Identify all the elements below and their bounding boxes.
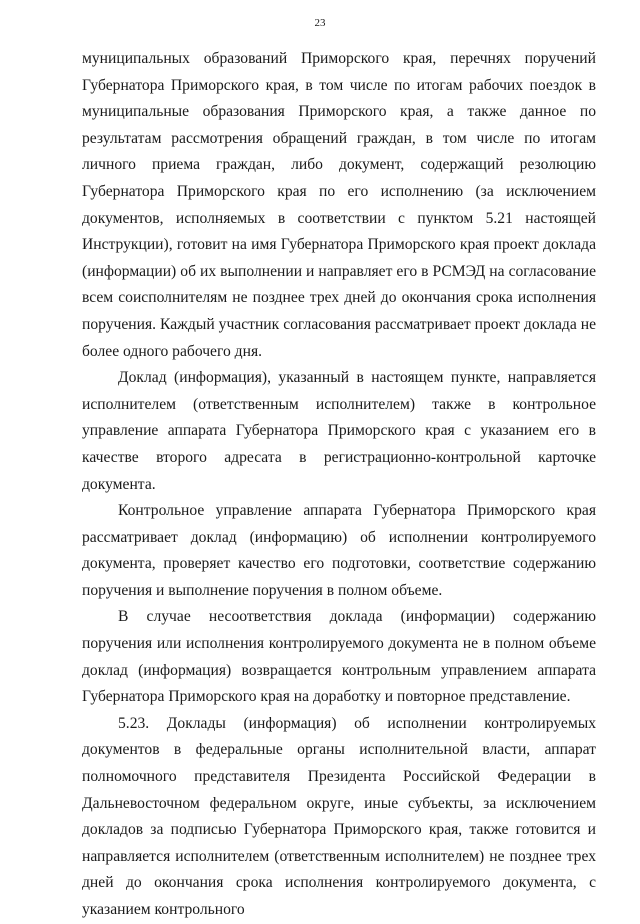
paragraph-section-5-23: 5.23. Доклады (информация) об исполнении контролируемых документов в федеральные органы исполнительной власти, аппарат полномочного представителя Президента Российской Федерации в Дальневосточном федеральном округе, иные субъекты, за исключением докладов за подписью Губернатора Приморского края, также готовится и направляется исполнителем (ответственным исполнителем) не позднее трех дней до окончания срока исполнения контролируемого документа, с указанием контрольного xyxy=(82,714,596,918)
page-number: 23 xyxy=(314,17,326,29)
paragraph-continuation: муниципальных образований Приморского края, перечнях поручений Губернатора Приморского края, в том числе по итогам рабочих поездок в муниципальные образования Приморского края, а также данное по результатам рассмотрения обращений граждан, в том числе по итогам личного приема граждан, либо документ, содержащий резолюцию Губернатора Приморского края по его исполнению (за исключением документов, исполняемых в соответствии с пунктом 5.21 настоящей Инструкции), готовит на имя Губернатора Приморского края проект доклада (информации) об их выполнении и направляет его в РСМЭД на согласование всем соисполнителям не позднее трех дней до окончания срока исполнения поручения. Каждый участник согласования рассматривает проект доклада не более одного рабочего дня. xyxy=(82,50,596,360)
document-body xyxy=(82,46,596,924)
paragraph-return-for-revision: В случае несоответствия доклада (информации) содержанию поручения или исполнения контролируемого документа не в полном объеме доклад (информация) возвращается контрольным управлением аппарата Губернатора Приморского края на доработку и повторное представление. xyxy=(82,608,596,706)
paragraph-report-routing: Доклад (информация), указанный в настоящем пункте, направляется исполнителем (ответственным исполнителем) также в контрольное управление аппарата Губернатора Приморского края с указанием его в качестве второго адресата в регистрационно-контрольной карточке документа. xyxy=(82,369,596,493)
paragraph-control-review: Контрольное управление аппарата Губернатора Приморского края рассматривает доклад (информацию) об исполнении контролируемого документа, проверяет качество его подготовки, соответствие содержанию поручения и выполнение поручения в полном объеме. xyxy=(82,502,596,599)
